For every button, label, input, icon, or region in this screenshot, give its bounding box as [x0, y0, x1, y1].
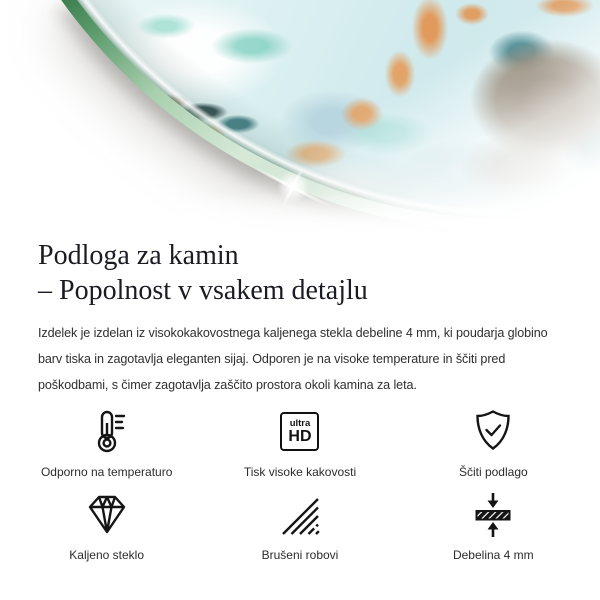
- thickness-icon: [469, 489, 517, 539]
- thermometer-icon: [83, 406, 131, 456]
- ultra-hd-icon: ultra HD: [280, 406, 319, 456]
- beveled-edges-icon: [276, 489, 324, 539]
- feature-print-quality: [203, 406, 396, 479]
- feature-beveled-edges: [203, 489, 396, 562]
- page-title-line2: – Popolnost v vsakem detajlu: [38, 275, 368, 306]
- feature-thickness: [397, 489, 590, 562]
- feature-temperature: [10, 406, 203, 479]
- feature-protects: [397, 406, 590, 479]
- feature-tempered-glass: [10, 489, 203, 562]
- product-description: Izdelek je izdelan iz visokokakovostnega kaljenega stekla debeline 4 mm, ki poudarja globino barv tiska in zagotavlja eleganten sijaj. Odporen je na visoke temperature in ščiti pred poškodbami, s čimer zagotavlja zaščito prostora okoli kamina za leta.: [38, 326, 548, 392]
- feature-label: Debelina 4 mm: [452, 548, 534, 562]
- product-image: [0, 0, 600, 236]
- feature-label: Odporno na temperaturo: [40, 465, 173, 479]
- feature-label: Ščiti podlago: [458, 465, 528, 479]
- feature-label: Tisk visoke kakovosti: [243, 465, 357, 479]
- feature-label: Kaljeno steklo: [69, 548, 145, 562]
- diamond-icon: [83, 489, 131, 539]
- feature-label: Brušeni robovi: [261, 548, 339, 562]
- page-title-line1: Podloga za kamin: [38, 240, 239, 271]
- page-title: [38, 238, 562, 308]
- shield-check-icon: [469, 406, 517, 456]
- image-fade-overlay: [0, 0, 600, 236]
- features-grid: [0, 406, 600, 562]
